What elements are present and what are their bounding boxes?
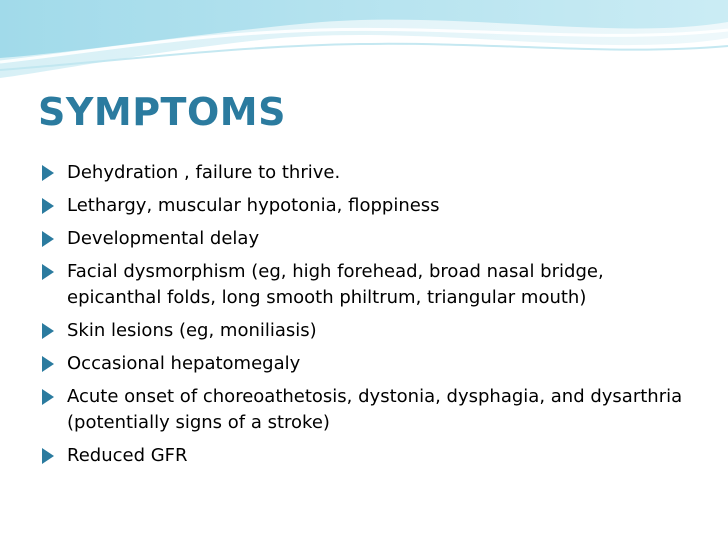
symptom-list: [40, 160, 700, 476]
list-item: [40, 318, 700, 344]
triangle-bullet-icon: [40, 229, 56, 249]
triangle-bullet-icon: [40, 196, 56, 216]
bullet-text: Occasional hepatomegaly: [67, 353, 301, 374]
bullet-text: Dehydration , failure to thrive.: [67, 162, 341, 183]
list-item: [40, 226, 700, 252]
bullet-text: Acute onset of choreoathetosis, dystonia, dysphagia, and dysarthria (potentially signs of a stroke): [67, 386, 683, 433]
triangle-bullet-icon: [40, 321, 56, 341]
list-item: [40, 193, 700, 219]
bullet-text: Reduced GFR: [67, 445, 188, 466]
triangle-bullet-icon: [40, 446, 56, 466]
list-item: [40, 384, 700, 436]
bullet-text: Skin lesions (eg, moniliasis): [67, 320, 317, 341]
triangle-bullet-icon: [40, 163, 56, 183]
list-item: [40, 259, 700, 311]
triangle-bullet-icon: [40, 354, 56, 374]
bullet-text: Facial dysmorphism (eg, high forehead, broad nasal bridge, epicanthal folds, long smooth philtrum, triangular mouth): [67, 261, 604, 308]
triangle-bullet-icon: [40, 262, 56, 282]
list-item: [40, 160, 700, 186]
header-wave-decoration: [0, 0, 728, 90]
bullet-text: Developmental delay: [67, 228, 260, 249]
list-item: [40, 443, 700, 469]
list-item: [40, 351, 700, 377]
slide-title: SYMPTOMS: [38, 90, 286, 134]
triangle-bullet-icon: [40, 387, 56, 407]
bullet-text: Lethargy, muscular hypotonia, floppiness: [67, 195, 440, 216]
